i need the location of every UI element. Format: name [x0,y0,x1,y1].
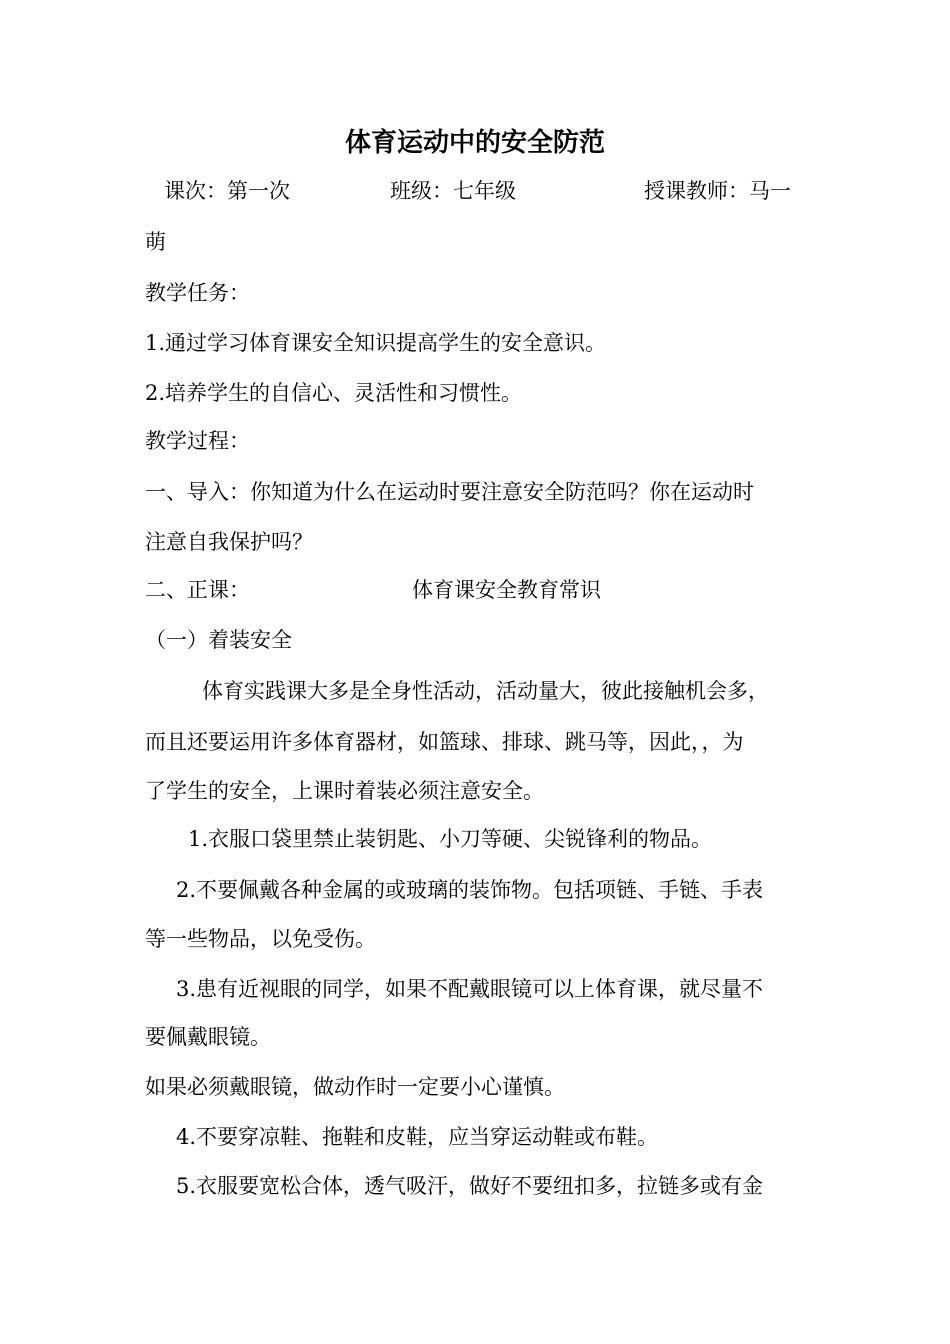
list-item: 4.不要穿凉鞋、拖鞋和皮鞋，应当穿运动鞋或布鞋。 [176,1125,659,1149]
list-item: 要佩戴眼镜。 [145,1025,271,1049]
task-item: 2.培养学生的自信心、灵活性和习惯性。 [145,381,523,405]
list-item: 5.衣服要宽松合体，透气吸汗，做好不要纽扣多，拉链多或有金 [176,1174,764,1198]
list-item: 3.患有近视眼的同学，如果不配戴眼镜可以上体育课，就尽量不 [176,977,764,1001]
tasks-heading: 教学任务： [145,281,250,305]
paragraph-line: 体育实践课大多是全身性活动，活动量大，彼此接触机会多， [202,679,769,703]
document-title: 体育运动中的安全防范 [344,128,605,158]
section-heading: （一）着装安全 [145,628,292,652]
main-lesson-title: 体育课安全教育常识 [412,578,601,602]
list-item: 等一些物品，以免受伤。 [145,927,376,951]
course-number: 课次：第一次 [164,179,290,203]
list-item: 2.不要佩戴各种金属的或玻璃的装饰物。包括项链、手链、手表 [176,878,764,902]
process-heading: 教学过程： [145,429,250,453]
paragraph-line: 而且还要运用许多体育器材，如篮球、排球、跳马等，因此，，为 [145,730,744,754]
main-lesson-label: 二、正课： [145,578,250,602]
class-grade: 班级：七年级 [390,179,516,203]
teacher-name: 授课教师：马一 [644,179,791,203]
task-item: 1.通过学习体育课安全知识提高学生的安全意识。 [145,331,607,355]
list-item: 1.衣服口袋里禁止装钥匙、小刀等硬、尖锐锋利的物品。 [188,827,713,851]
intro-text: 注意自我保护吗？ [145,530,313,554]
intro-text: 一、导入：你知道为什么在运动时要注意安全防范吗？你在运动时 [145,480,754,504]
teacher-name-continued: 萌 [145,230,166,254]
list-item: 如果必须戴眼镜，做动作时一定要小心谨慎。 [145,1075,565,1099]
paragraph-line: 了学生的安全，上课时着装必须注意安全。 [145,779,544,803]
